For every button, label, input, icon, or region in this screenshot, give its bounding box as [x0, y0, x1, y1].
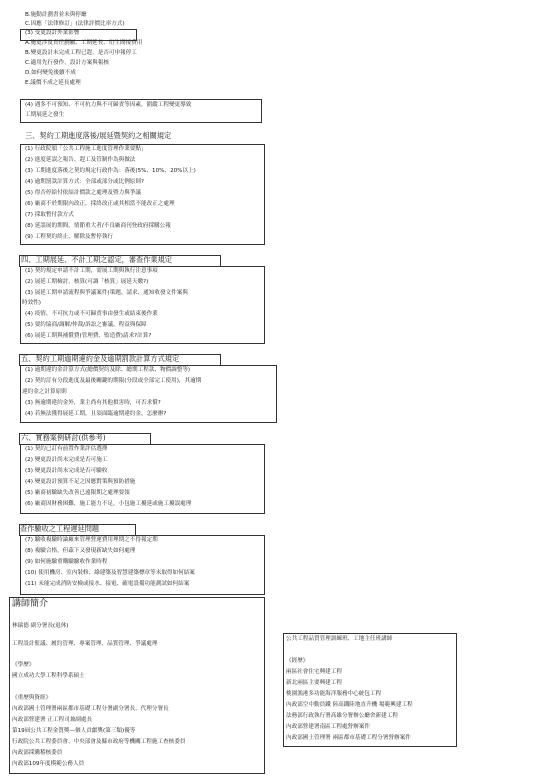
right-line: 公共工程品質管理訓練班、工地主任班講師 [286, 636, 393, 642]
text-line: (4) 變更設計預算不足之因應對策與預防措施 [25, 479, 136, 485]
text-line: (1) 逾期違約金計算方式(總價契約及除、總期工程款、物價調整等) [25, 367, 191, 373]
text-line: (2) 展延工期檢討，核算(可調「核算」展延天數?) [25, 279, 149, 285]
right-line: 新北兩區主要興建工程 [286, 680, 342, 686]
right-line: 內政部營建署南區工程處營辦案件 [286, 724, 370, 730]
text-line: (4) 疫情、不可抗力或不可歸責事由發生或結束後作業 [25, 311, 158, 317]
text-line: (4) 遇多不可預知、不可抗力與不可歸責等因素，錯縱工程變更導致 [25, 102, 192, 108]
right-line: 兩區社會住宅興建工程 [286, 669, 342, 675]
text-line: (1) 契約已訂有前置作業評估選擇 [25, 446, 108, 452]
text-line: (3) 無逾期違約金外，業主尚有其他損害時，可否求償? [25, 400, 161, 406]
text-line: (3) 工期進度落後之契約規定行政作為：落後(5%、10%、20%以上) [25, 168, 196, 174]
text-line: (1) 行政院頒「公共工程施工進度管理作業要點」 [25, 146, 147, 152]
education-line: 國立成功大學工程科學系碩士 [12, 673, 85, 679]
text-line: (5) 要約協商/調解/仲裁/訴訟之審議，程益與保障 [25, 322, 147, 328]
text-line: (6) 廠商因財務困難，施工能力不足，小包施工擾延或施工擾誤處理 [25, 501, 192, 507]
experience-title: 《重歷與資經》 [12, 695, 52, 701]
text-line: 時效性) [22, 300, 41, 306]
text-line: (5) 廠商初驗缺失改善已遠限期之處理要領 [25, 490, 130, 496]
text-line: 違約金之計算原則 [22, 389, 67, 395]
text-line: (1) 契約規定申請不計工期，需展工期與執行注意事項 [25, 268, 158, 274]
right-line: 法務部行政執行署高雄分署辦公廳舍新建工程 [286, 713, 398, 719]
text-line: (8) 延誤展的期間，情節重大者/不良廠商刊登政府採購公報 [25, 223, 171, 229]
text-line: (11) 未能完成消防安檢或接水、接電、確電設備功能測試如何結案 [25, 581, 190, 587]
text-line: (7) 驗收複驗時論廠來管理營運費用理期之不得報定期 [25, 537, 158, 543]
text-line: (4) 若無法獲得展延工期，且須面臨逾期違約金，怎麼辦? [25, 411, 167, 417]
text-line: (9) 如何施驗重購驗驗收作業時程 [25, 559, 108, 565]
text-line: (4) 逾期罰款計算方式：全部或部分或比例原則? [25, 179, 144, 185]
section-heading: 三、契約工期進度落後/展延暨契約之相關規定 [25, 131, 172, 140]
text-line: (5) 得否停給付依結計價款之處理及暨力與爭議 [25, 190, 141, 196]
text-line: (3) 展延工期申請流程與爭議案件(策題、請求、通知收發文件案與 [25, 290, 188, 296]
experience-line: 內政部採購稽核委員 [12, 750, 63, 756]
section-heading: 五、契約工期逾期違約金及逾期罰款計算方式規定 [21, 354, 180, 363]
right-line: 《經歷》 [286, 658, 309, 664]
text-line: (6) 展延工期與補償費(管理費、監造費)請求?計算? [25, 333, 152, 339]
section-heading: 查作驗收之工程遲延問題 [20, 524, 100, 533]
section-heading: 四、工期展延、不計工期之認定，審查作業規定 [21, 255, 172, 264]
experience-line: 第19屆公共工程金質獎—個人貢獻獎(第三類)優等 [12, 728, 136, 734]
text-line: (8) 複驗合格，但茲下又發現新缺失如何處理 [25, 548, 136, 554]
right-line: 桃園漁港多功能海洋服務中心統包工程 [286, 691, 382, 697]
text-line: D.如何變免後續不成 [25, 70, 76, 76]
lecturer-name: 林瑞德 副分署長(退休) [12, 623, 69, 629]
text-line: (2) 契約訂有分段進度及最後關鍵的期限(分段或全部完工使用)，其逾期 [25, 378, 202, 384]
section-heading: 六、實務案例研討(供參考) [21, 433, 106, 442]
text-line: (7) 採取暫付款方式 [25, 212, 74, 218]
text-line: (3) 變更設計尚未完成是否可驗收 [25, 468, 108, 474]
text-line: B.施動計劃書並未與停廳 [25, 12, 87, 18]
right-line: 內政部國土管理署 兩區都市基礎工程分署營辦案件 [286, 735, 411, 741]
experience-line: 內政部國土管理署兩區都市基礎工程分署副分署長、代理分署長 [12, 706, 169, 712]
experience-line: 內政部營建署 正工程司兼副處長 [12, 717, 93, 723]
text-line: C.適用先行發作，設計方案與報核 [25, 60, 109, 66]
experience-line: 行政院公共工程委員會、中央部會及縣市政府等機關工程施工查核委員 [12, 739, 186, 745]
text-line: (9) 工程契約終止、解除及暫停執行 [25, 234, 114, 240]
text-line: (2) 變更設計尚未完成是否可施工 [25, 457, 108, 463]
right-line: 內政部空中動員鐵 陸高鐵陸地直升機 場範興建工程 [286, 702, 413, 708]
experience-line: 內政部109年度模範公務人員 [12, 761, 85, 767]
text-line: (10) 使用機房、室內裝修、綠建築及智慧建築標章等未取得如何結案 [25, 570, 195, 576]
education-title: 《學歷》 [12, 662, 35, 668]
text-line: (3) 受更設計外業影響 [25, 30, 80, 36]
text-line: B.變更設計未完成工程已趕，是否可申報停工 [25, 50, 137, 56]
text-line: (6) 廠商不於期限內改正，採終改正或其相當不能改正之處理 [25, 201, 175, 207]
text-line: 工期展延之發生 [25, 112, 65, 118]
lecturer-expertise: 工程設計監議、履約管理、專案管理、品質管理、爭議處理 [12, 641, 158, 647]
text-line: (2) 進度延誤之報告、趕工及管制作為與做法 [25, 157, 136, 163]
lecturer-title: 講師簡介 [12, 599, 49, 609]
text-line: C.因應「法律修訂」(法律評價比率方式) [25, 21, 125, 27]
text-line: E.議價不成之延長處理 [25, 80, 81, 86]
text-line: A.施更涉及責任劃屬、工期延長、衍生間接費用 [25, 40, 143, 46]
